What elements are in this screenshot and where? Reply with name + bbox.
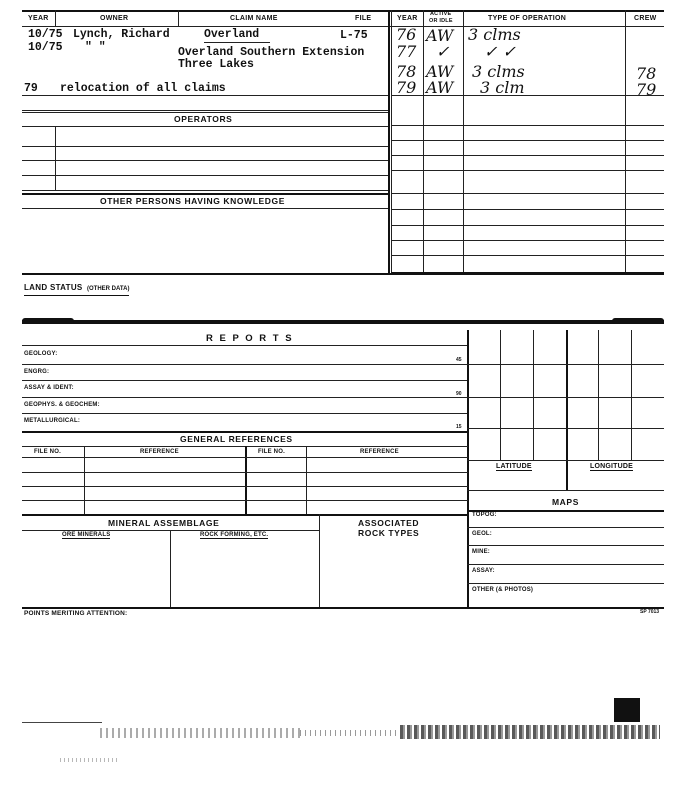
- header-year-ops: YEAR: [397, 15, 418, 22]
- op-type: 3 clms: [468, 25, 521, 44]
- claim-note: relocation of all claims: [60, 82, 226, 95]
- op-status: ✓: [436, 42, 450, 61]
- report-engrg: ENGRG:: [24, 369, 50, 375]
- associated-rock-types-1: ASSOCIATED: [358, 518, 420, 528]
- map-mine: MINE:: [472, 549, 490, 555]
- op-status: AW: [426, 26, 454, 45]
- op-type: 3 clms: [472, 62, 525, 81]
- latitude-label: LATITUDE: [496, 463, 532, 470]
- rock-forming-col: ROCK FORMING, ETC.: [200, 532, 269, 538]
- op-type: ✓ ✓: [484, 42, 516, 61]
- claim-name: Overland Southern Extension: [178, 46, 365, 59]
- ore-minerals-col: ORE MINERALS: [62, 532, 111, 538]
- op-type: 3 clm: [480, 78, 525, 97]
- header-crew: CREW: [634, 15, 657, 22]
- land-status-heading: [24, 277, 129, 296]
- op-crew: 78: [636, 64, 657, 83]
- reports-heading: R E P O R T S: [206, 333, 294, 344]
- claim-owner: " ": [85, 41, 106, 54]
- header-active: ACTIVE: [430, 11, 452, 17]
- map-assay: ASSAY:: [472, 568, 495, 574]
- report-num: 90: [456, 391, 462, 397]
- claim-year: 79: [24, 82, 38, 95]
- op-status: AW: [426, 62, 454, 81]
- claim-owner: Lynch, Richard: [73, 28, 170, 41]
- header-owner: OWNER: [100, 15, 129, 22]
- claim-year: 10/75: [28, 41, 63, 54]
- op-status: AW: [426, 78, 454, 97]
- op-year: 78: [396, 62, 417, 81]
- report-geophys: GEOPHYS. & GEOCHEM:: [24, 402, 100, 408]
- ref-file-no-col: FILE NO.: [34, 449, 61, 455]
- report-assay: ASSAY & IDENT:: [24, 385, 74, 391]
- op-year: 79: [396, 78, 417, 97]
- associated-rock-types-2: ROCK TYPES: [358, 528, 420, 538]
- general-references-heading: GENERAL REFERENCES: [180, 434, 293, 444]
- op-year: 76: [396, 25, 417, 44]
- map-geol: GEOL:: [472, 531, 492, 537]
- report-geology: GEOLOGY:: [24, 351, 58, 357]
- points-meriting-attention: POINTS MERITING ATTENTION:: [24, 610, 128, 617]
- map-topog: TOPOG:: [472, 512, 497, 518]
- report-metallurgical: METALLURGICAL:: [24, 418, 81, 424]
- maps-heading: MAPS: [552, 497, 579, 507]
- claim-name: Overland: [204, 28, 260, 41]
- header-claim-name: CLAIM NAME: [230, 15, 278, 22]
- header-idle: OR IDLE: [429, 18, 453, 24]
- land-status-label: LAND STATUS: [24, 283, 83, 292]
- claim-name-line2: Three Lakes: [178, 58, 254, 71]
- other-persons-heading: OTHER PERSONS HAVING KNOWLEDGE: [100, 196, 286, 206]
- land-status-sub: (OTHER DATA): [87, 286, 130, 292]
- header-file: FILE: [355, 15, 372, 22]
- ref-file-no-col-2: FILE NO.: [258, 449, 285, 455]
- operators-heading: OPERATORS: [174, 114, 233, 124]
- op-crew: 79: [636, 80, 657, 99]
- report-num: 45: [456, 357, 462, 363]
- op-year: 77: [396, 42, 417, 61]
- claim-file: L-75: [340, 29, 368, 42]
- ref-reference-col: REFERENCE: [140, 449, 179, 455]
- form-number: SP 7013: [640, 609, 660, 615]
- mineral-assemblage-heading: MINERAL ASSEMBLAGE: [108, 518, 220, 528]
- header-year: YEAR: [28, 15, 49, 22]
- claim-year: 10/75: [28, 28, 63, 41]
- map-other: OTHER (& PHOTOS): [472, 587, 534, 593]
- header-type-of-operation: TYPE OF OPERATION: [488, 15, 567, 22]
- longitude-label: LONGITUDE: [590, 463, 634, 470]
- report-num: 15: [456, 424, 462, 430]
- ref-reference-col-2: REFERENCE: [360, 449, 399, 455]
